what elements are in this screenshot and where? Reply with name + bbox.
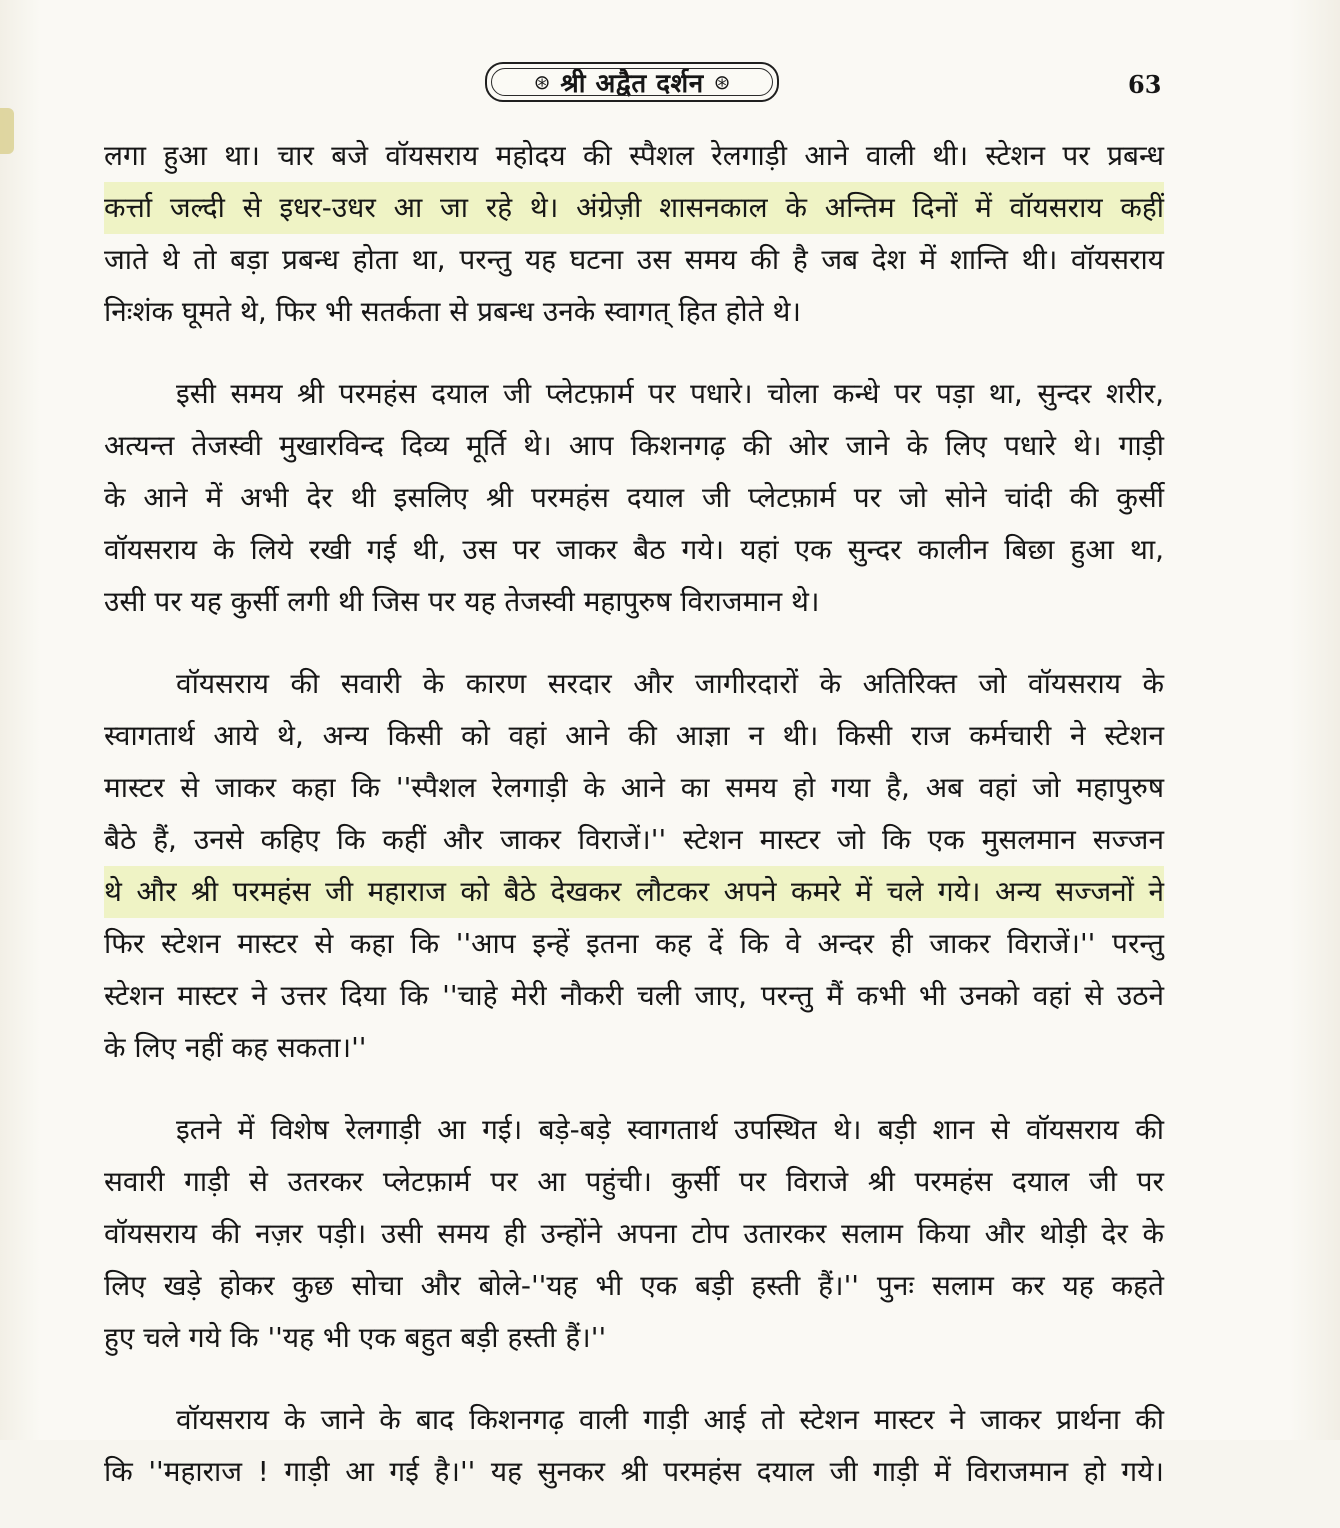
running-title: श्री अद्वैत दर्शन <box>560 69 704 99</box>
text-line: लिए खड़े होकर कुछ सोचा और बोले-''यह भी एक बड़ी हस्ती हैं।'' पुनः सलाम कर यह कहते <box>104 1269 1164 1302</box>
flower-ornament-icon: ⊛ <box>713 70 731 94</box>
text-line: वॉयसराय के लिये रखी गई थी, उस पर जाकर बैठ गये। यहां एक सुन्दर कालीन बिछा हुआ था, <box>104 533 1164 566</box>
flower-ornament-icon: ⊛ <box>533 70 551 94</box>
paragraph <box>104 368 1164 628</box>
text-line: स्वागतार्थ आये थे, अन्य किसी को वहां आने की आज्ञा न थी। किसी राज कर्मचारी ने स्टेशन <box>104 719 1164 752</box>
paragraph <box>104 130 1164 338</box>
text-line: मास्टर से जाकर कहा कि ''स्पैशल रेलगाड़ी के आने का समय हो गया है, अब वहां जो महापुरुष <box>104 771 1164 804</box>
text-line: जाते थे तो बड़ा प्रबन्ध होता था, परन्तु यह घटना उस समय की है जब देश में शान्ति थी। वॉयसराय <box>104 243 1164 276</box>
text-line: वॉयसराय की नज़र पड़ी। उसी समय ही उन्होंने अपना टोप उतारकर सलाम किया और थोड़ी देर के <box>104 1217 1164 1250</box>
text-line: वॉयसराय के जाने के बाद किशनगढ़ वाली गाड़ी आई तो स्टेशन मास्टर ने जाकर प्रार्थना की <box>176 1403 1164 1436</box>
text-line: हुए चले गये कि ''यह भी एक बहुत बड़ी हस्ती हैं।'' <box>104 1321 607 1354</box>
text-line: के लिए नहीं कह सकता।'' <box>104 1031 367 1064</box>
text-line: सवारी गाड़ी से उतरकर प्लेटफ़ार्म पर आ पहुंची। कुर्सी पर विराजे श्री परमहंस दयाल जी पर <box>104 1165 1164 1198</box>
text-line: थे और श्री परमहंस जी महाराज को बैठे देखकर लौटकर अपने कमरे में चले गये। अन्य सज्जनों ने <box>104 866 1164 918</box>
text-line: स्टेशन मास्टर ने उत्तर दिया कि ''चाहे मेरी नौकरी चली जाए, परन्तु मैं कभी भी उनको वहां से उठने <box>104 979 1164 1012</box>
running-head-cartouche <box>485 62 779 102</box>
paragraph <box>104 1104 1164 1364</box>
page-number: 63 <box>1128 70 1162 99</box>
body-text <box>104 130 1164 1528</box>
text-line: निःशंक घूमते थे, फिर भी सतर्कता से प्रबन्ध उनके स्वागत् हित होते थे। <box>104 295 801 328</box>
text-line: लगा हुआ था। चार बजे वॉयसराय महोदय की स्पैशल रेलगाड़ी आने वाली थी। स्टेशन पर प्रबन्ध <box>104 139 1164 172</box>
paragraph <box>104 658 1164 1074</box>
text-line: बैठे हैं, उनसे कहिए कि कहीं और जाकर विराजें।'' स्टेशन मास्टर जो कि एक मुसलमान सज्जन <box>104 823 1164 856</box>
text-line: फिर स्टेशन मास्टर से कहा कि ''आप इन्हें इतना कह दें कि वे अन्दर ही जाकर विराजें।'' परन्तु <box>104 927 1164 960</box>
paragraph <box>104 1394 1164 1498</box>
page-edge-stain <box>0 108 14 154</box>
text-line: वॉयसराय की सवारी के कारण सरदार और जागीरदारों के अतिरिक्त जो वॉयसराय के <box>176 667 1165 700</box>
text-line: कर्त्ता जल्दी से इधर-उधर आ जा रहे थे। अंग्रेज़ी शासनकाल के अन्तिम दिनों में वॉयसराय कहीं <box>104 182 1164 234</box>
text-line: उसी पर यह कुर्सी लगी थी जिस पर यह तेजस्वी महापुरुष विराजमान थे। <box>104 585 820 618</box>
text-line: इतने में विशेष रेलगाड़ी आ गई। बड़े-बड़े स्वागतार्थ उपस्थित थे। बड़ी शान से वॉयसराय की <box>176 1113 1164 1146</box>
text-line: के आने में अभी देर थी इसलिए श्री परमहंस दयाल जी प्लेटफ़ार्म पर जो सोने चांदी की कुर्सी <box>104 481 1164 514</box>
text-line: इसी समय श्री परमहंस दयाल जी प्लेटफ़ार्म पर पधारे। चोला कन्धे पर पड़ा था, सुन्दर शरीर, <box>176 377 1164 410</box>
text-line: कि ''महाराज ! गाड़ी आ गई है।'' यह सुनकर श्री परमहंस दयाल जी गाड़ी में विराजमान हो गये। <box>104 1455 1164 1488</box>
text-line: अत्यन्त तेजस्वी मुखारविन्द दिव्य मूर्ति थे। आप किशनगढ़ की ओर जाने के लिए पधारे थे। गाड़ी <box>104 429 1164 462</box>
